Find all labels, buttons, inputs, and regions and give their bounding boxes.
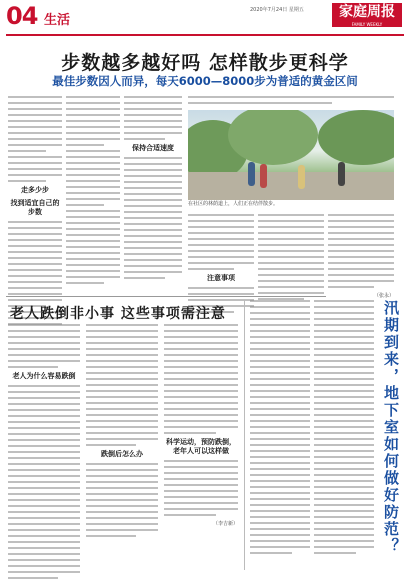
article3-col1 — [250, 300, 310, 558]
date-line: 2020年7月24日 星期五 — [250, 7, 304, 13]
article2-col1 — [8, 324, 80, 583]
article1-subhead-4: 注意事项 — [207, 274, 235, 282]
article1-col3 — [124, 96, 182, 283]
article2-byline: （李吉新） — [212, 521, 238, 527]
article3-headline: 汛期到来，地下室如何做好防范？ — [382, 300, 400, 555]
article1-subhead-2: 找到适宜自己的步数 — [10, 199, 60, 216]
article1-subhead-1: 走多少步 — [21, 186, 49, 194]
article2-subhead-1: 老人为什么容易跌倒 — [12, 372, 76, 380]
article2-col3 — [164, 324, 238, 527]
article1-col6 — [258, 214, 324, 304]
article2-rule — [6, 296, 326, 297]
article2-headline: 老人跌倒非小事 这些事项需注意 — [10, 306, 226, 322]
top-rule — [6, 34, 404, 36]
article3-col2 — [314, 300, 374, 558]
article1-col7 — [328, 214, 394, 299]
article2-subhead-3: 科学运动，预防跌倒，老年人可以这样做 — [166, 438, 236, 455]
article1-byline: （张永） — [373, 293, 394, 299]
brand-subtitle: FAMILY WEEKLY — [332, 22, 402, 27]
article1-subhead-3: 保持合适速度 — [132, 144, 174, 152]
article-divider — [244, 300, 245, 570]
article1-headline: 步数越多越好吗 怎样散步更科学 — [61, 52, 349, 74]
article1-col2 — [66, 96, 120, 288]
article1-col1 — [8, 96, 62, 329]
article1-col4-top — [188, 96, 394, 108]
section-name: 生活 — [44, 13, 71, 28]
article1-photo — [188, 110, 394, 200]
article1-photo-caption: 在社区的林荫道上，人们正在结伴散步。 — [188, 201, 279, 207]
masthead — [0, 0, 410, 34]
page-number: 04 — [6, 2, 38, 30]
article2-subhead-2: 跌倒后怎么办 — [101, 450, 143, 458]
brand-logo: 家庭周报 — [332, 3, 402, 25]
article1-subheadline: 最佳步数因人而异，每天6000—8000步为普适的黄金区间 — [52, 74, 358, 88]
article2-col2 — [86, 324, 158, 541]
